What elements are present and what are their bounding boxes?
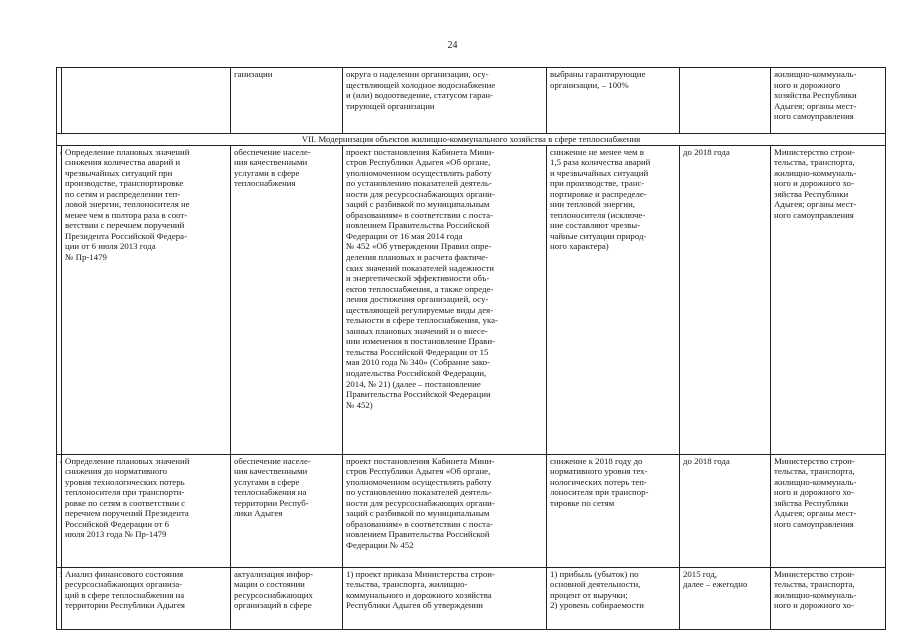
cell-responsible: Министерство строи- тельства, транспорта, жилищно-коммуналь- ного и дорожного хо- зяйства Республики Адыгея; органы мест- ного самоуправления [771, 454, 886, 567]
cell-deadline: до 2018 года [680, 454, 771, 567]
cell-target: выбраны гарантирующие организации, – 100% [547, 68, 680, 134]
measures-table [56, 67, 886, 630]
cell-legal-act: округа о наделении организации, осу- ществляющей холодное водоснабжение и (или) водоотведение, статусом гаран- тирующей организации [343, 68, 547, 134]
table-row [57, 68, 886, 134]
cell-responsible: Министерство строи- тельства, транспорта, жилищно-коммуналь- ного и дорожного хо- зяйства Республики Адыгея; органы мест- ного самоуправления [771, 145, 886, 454]
section-header-row [57, 134, 886, 146]
cell-indicator: обеспечение населе- ния качественными услугами в сфере теплоснабжения на территории Респуб- лики Адыгея [231, 454, 343, 567]
cell-legal-act: 1) проект приказа Министерства строи- тельства, транспорта, жилищно- коммунального и дорожного хозяйства Республики Адыгея об утверждении [343, 567, 547, 629]
cell-indicator: актуализация инфор- мации о состоянии ресурсоснабжающих организаций в сфере [231, 567, 343, 629]
cell-responsible: Министерство строи- тельства, транспорта, жилищно-коммуналь- ного и дорожного хо- [771, 567, 886, 629]
cell-deadline [680, 68, 771, 134]
cell-task [62, 68, 231, 134]
cell-legal-act: проект постановления Кабинета Мини- стров Республики Адыгея «Об органе, уполномоченном осуществлять работу по установлению показателей деятель- ности для ресурсоснабжающих органи- заций с разбивкой по муниципальным образованиям» в соответствии с поста- новлением Правительства Российской Федерации от 16 мая 2014 года № 452 «Об утверждении Правил опре- деления плановых и расчета фактиче- ских значений показателей надежности и энергетической эффективности объ- ектов теплоснабжения, а также опреде- ления достижения организацией, осу- ществляющей регулируемые виды дея- тельности в сфере теплоснабжения, ука- занных плановых значений и о внесе- нии изменения в постановление Прави- тельства Российской Федерации от 15 мая 2010 года № 340» (Собрание зако- нодательства Российской Федерации, 2014, № 21) (далее – постановление Правительства Российской Федерации № 452) [343, 145, 547, 454]
table-row [57, 145, 886, 454]
cell-legal-act: проект постановления Кабинета Мини- стров Республики Адыгея «Об органе, уполномоченном осуществлять работу по установлению показателей деятель- ности для ресурсоснабжающих органи- заций с разбивкой по муниципальным образованиям» в соответствии с поста- новлением Правительства Российской Федерации № 452 [343, 454, 547, 567]
table-row [57, 454, 886, 567]
cell-deadline: 2015 год, далее – ежегодно [680, 567, 771, 629]
cell-target: 1) прибыль (убыток) по основной деятельности, процент от выручки; 2) уровень собираемости [547, 567, 680, 629]
section-title: VII. Модернизация объектов жилищно-коммунального хозяйства в сфере теплоснабжения [57, 134, 886, 146]
cell-task: Анализ финансового состояния ресурсоснабжающих организа- ций в сфере теплоснабжения на территории Республики Адыгея [62, 567, 231, 629]
page-number: 24 [447, 40, 458, 51]
cell-indicator: обеспечение населе- ния качественными услугами в сфере теплоснабжения [231, 145, 343, 454]
cell-task: Определение плановых значений снижения количества аварий и чрезвычайных ситуаций при производстве, транспортировке по сетям и распределении теп- ловой энергии, теплоносителя не менее чем в полтора раза в соот- ветствии с перечнем поручений Президента Российской Федера- ции от 6 июля 2013 года № Пр-1479 [62, 145, 231, 454]
cell-target: снижение не менее чем в 1,5 раза количества аварий и чрезвычайных ситуаций при производстве, транс- портировке и распределе- нии тепловой энергии, теплоносителя (исключе- ние составляют чрезвы- чайные ситуации природ- ного характера) [547, 145, 680, 454]
cell-responsible: жилищно-коммуналь- ного и дорожного хозяйства Республики Адыгея; органы мест- ного самоуправления [771, 68, 886, 134]
cell-task: Определение плановых значений снижения до нормативного уровня технологических потерь теплоносителя при транспорти- ровке по сетям в соответствии с перечнем поручений Президента Российской Федерации от 6 июля 2013 года № Пр-1479 [62, 454, 231, 567]
table-row [57, 567, 886, 629]
cell-indicator: ганизации [231, 68, 343, 134]
cell-target: снижение к 2018 году до нормативного уровня тех- нологических потерь теп- лоносителя при транспор- тировке по сетям [547, 454, 680, 567]
cell-deadline: до 2018 года [680, 145, 771, 454]
